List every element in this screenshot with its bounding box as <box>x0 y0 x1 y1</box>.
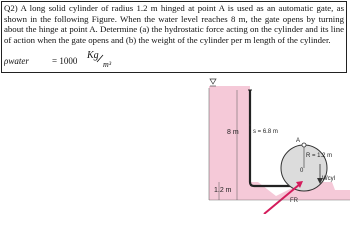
water-depth-label: 8 m <box>227 129 239 136</box>
formula-value: = 1000 <box>52 56 78 66</box>
radius-label: R = 1.2 m <box>306 153 333 159</box>
water-surface-symbol <box>210 79 216 84</box>
bottom-width-label: 1.2 m <box>214 187 232 194</box>
weight-label: Wcyl <box>322 176 335 182</box>
formula-lhs: ρwater <box>4 56 29 66</box>
question-text: Q2) A long solid cylinder of radius 1.2 m hinged at point A is used as an automatic gate, as shown in the following Figure. When the water level reaches 8 m, the gate opens by turning about the hinge at point A. Determine (a) the hydrostatic force acting on the cylinder and its line of action when the gate opens and (b) the weight of the cylinder per m length of the cylinder. <box>4 3 344 45</box>
hinge-label: A <box>296 138 301 144</box>
hinge-a <box>302 143 306 147</box>
force-label: FR <box>290 198 298 204</box>
s-dimension-label: s = 6.8 m <box>253 129 278 135</box>
water-region <box>209 86 350 200</box>
formula-unit-numerator: Kg <box>87 50 99 61</box>
formula-unit-denominator: m³ <box>103 60 112 69</box>
center-label: 0 <box>300 168 304 174</box>
